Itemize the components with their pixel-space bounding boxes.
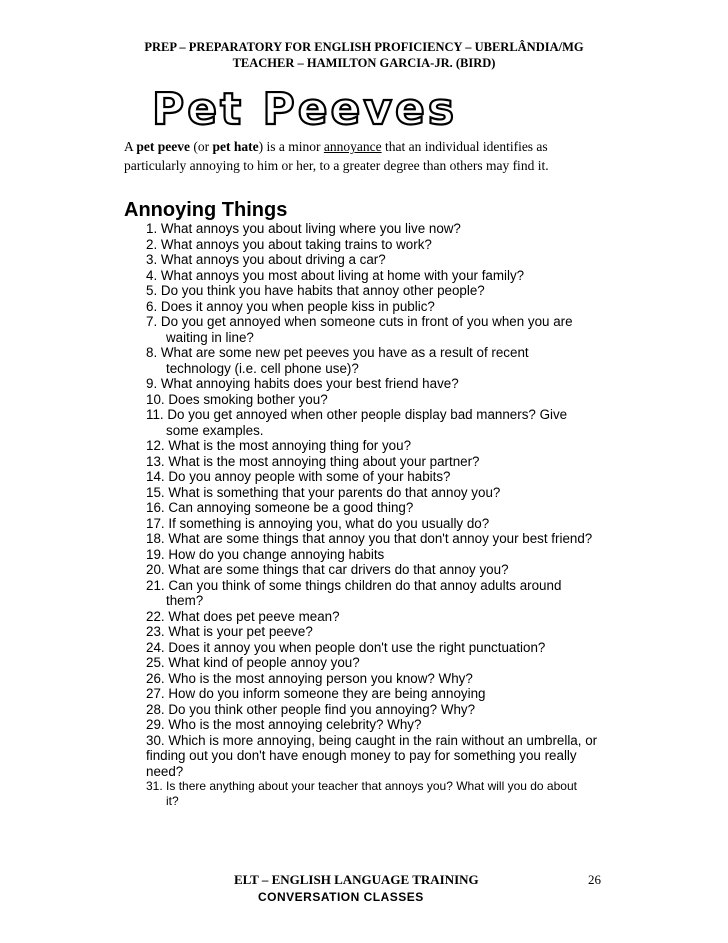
header-line-1: PREP – PREPARATORY FOR ENGLISH PROFICIENCY – UBERLÂNDIA/MG [144, 40, 584, 54]
section-title: Annoying Things [124, 199, 288, 221]
question-text: What kind of people annoy you? [168, 655, 360, 670]
question-text: What annoys you about driving a car? [160, 252, 386, 267]
question-item [146, 485, 606, 501]
question-continuation: it? [166, 794, 179, 808]
question-number: 11. [146, 407, 164, 422]
question-continuation: them? [166, 593, 204, 608]
question-item [146, 454, 606, 470]
intro-paragraph: A pet peeve (or pet hate) is a minor annoyance that an individual identifies as particularly annoying to him or her, to a greater degree than others may find it. [124, 139, 549, 173]
question-number: 7. [146, 314, 158, 329]
page-number: 26 [588, 872, 601, 887]
question-text: What annoys you most about living at home with your family? [160, 267, 525, 283]
question-number: 10. [146, 391, 165, 407]
header-line-2: TEACHER – HAMILTON GARCIA-JR. (BIRD) [232, 56, 496, 70]
question-number: 18. [146, 531, 165, 546]
question-item [146, 717, 606, 733]
question-number: 23. [146, 624, 165, 639]
question-item [146, 779, 606, 809]
question-item [146, 624, 606, 640]
question-item [146, 252, 606, 268]
footer-line-2: CONVERSATION CLASSES [258, 890, 424, 904]
question-text: Can you think of some things children do that annoy adults around [168, 577, 562, 593]
question-number: 26. [146, 670, 165, 686]
question-item [146, 392, 606, 408]
question-number: 31. [146, 779, 163, 793]
question-text: What annoying habits does your best friend have? [160, 376, 459, 391]
question-list [146, 221, 606, 809]
question-item [146, 562, 606, 578]
question-item [146, 221, 606, 237]
question-item [146, 609, 606, 625]
question-item [146, 671, 606, 687]
question-item [146, 268, 606, 284]
question-item [146, 655, 606, 671]
question-continuation: technology (i.e. cell phone use)? [166, 360, 359, 376]
question-number: 30. [146, 732, 165, 748]
question-text: Do you think other people find you annoying? Why? [168, 701, 476, 717]
term-annoyance: annoyance [323, 139, 382, 154]
question-number: 9. [146, 376, 158, 391]
question-text: Which is more annoying, being caught in the rain without an umbrella, or finding out you don't have enough money to pay for something you really need? [146, 732, 598, 779]
question-item [146, 686, 606, 702]
question-item [146, 733, 606, 780]
question-text: Is there anything about your teacher that annoys you? What will you do about [166, 779, 577, 793]
question-number: 16. [146, 500, 165, 515]
question-item [146, 376, 606, 392]
question-text: How do you inform someone they are being annoying [168, 686, 486, 701]
question-continuation: waiting in line? [166, 329, 254, 345]
question-number: 1. [146, 221, 158, 236]
question-text: What is the most annoying thing about your partner? [168, 453, 480, 469]
question-continuation: some examples. [166, 422, 264, 438]
question-number: 27. [146, 686, 165, 701]
question-number: 21. [146, 577, 165, 593]
question-number: 29. [146, 717, 165, 732]
question-text: If something is annoying you, what do you usually do? [168, 515, 490, 531]
question-text: What are some new pet peeves you have as a result of recent [160, 345, 529, 360]
question-number: 3. [146, 252, 158, 267]
question-number: 28. [146, 701, 165, 717]
question-number: 24. [146, 639, 165, 655]
question-item [146, 438, 606, 454]
question-item [146, 314, 606, 345]
question-text: Who is the most annoying person you know? Why? [168, 670, 473, 686]
question-text: Do you annoy people with some of your habits? [168, 469, 451, 484]
question-text: Do you think you have habits that annoy other people? [160, 283, 485, 298]
question-number: 19. [146, 546, 165, 562]
question-text: What is something that your parents do that annoy you? [168, 484, 501, 500]
question-text: Does smoking bother you? [168, 391, 328, 407]
question-number: 17. [146, 515, 165, 531]
question-text: Do you get annoyed when other people display bad manners? Give [167, 407, 568, 422]
question-text: What does pet peeve mean? [168, 608, 340, 624]
question-text: Does it annoy you when people don't use the right punctuation? [168, 639, 546, 655]
question-item [146, 237, 606, 253]
question-number: 13. [146, 453, 165, 469]
question-number: 20. [146, 562, 165, 577]
question-number: 22. [146, 608, 165, 624]
term-pet-hate: pet hate [212, 139, 259, 154]
question-item [146, 283, 606, 299]
question-item [146, 640, 606, 656]
question-number: 12. [146, 438, 165, 453]
question-number: 5. [146, 283, 158, 298]
question-text: Who is the most annoying celebrity? Why? [168, 717, 422, 732]
question-text: Does it annoy you when people kiss in public? [160, 298, 435, 314]
question-number: 25. [146, 655, 165, 670]
document-title [150, 84, 530, 130]
question-item [146, 578, 606, 609]
question-text: What is your pet peeve? [168, 624, 313, 639]
question-item [146, 345, 606, 376]
question-item [146, 299, 606, 315]
question-item [146, 407, 606, 438]
question-item [146, 516, 606, 532]
question-number: 8. [146, 345, 158, 360]
question-item [146, 531, 606, 547]
question-number: 15. [146, 484, 165, 500]
question-item [146, 469, 606, 485]
question-item [146, 547, 606, 563]
question-text: What is the most annoying thing for you? [168, 438, 412, 453]
question-text: What annoys you about living where you live now? [160, 221, 461, 236]
question-text: How do you change annoying habits [168, 546, 385, 562]
footer-line-1: ELT – ENGLISH LANGUAGE TRAINING [234, 872, 479, 887]
question-number: 6. [146, 298, 158, 314]
question-text: What annoys you about taking trains to work? [160, 236, 432, 252]
question-item [146, 500, 606, 516]
question-text: Can annoying someone be a good thing? [168, 500, 414, 515]
question-number: 2. [146, 236, 158, 252]
question-text: What are some things that car drivers do that annoy you? [168, 562, 509, 577]
question-item [146, 702, 606, 718]
question-text: What are some things that annoy you that don't annoy your best friend? [168, 531, 593, 546]
question-text: Do you get annoyed when someone cuts in front of you when you are [160, 314, 573, 329]
term-pet-peeve: pet peeve [136, 139, 190, 154]
question-number: 4. [146, 267, 158, 283]
question-number: 14. [146, 469, 165, 484]
svg-text:Pet Peeves: Pet Peeves [152, 84, 458, 130]
